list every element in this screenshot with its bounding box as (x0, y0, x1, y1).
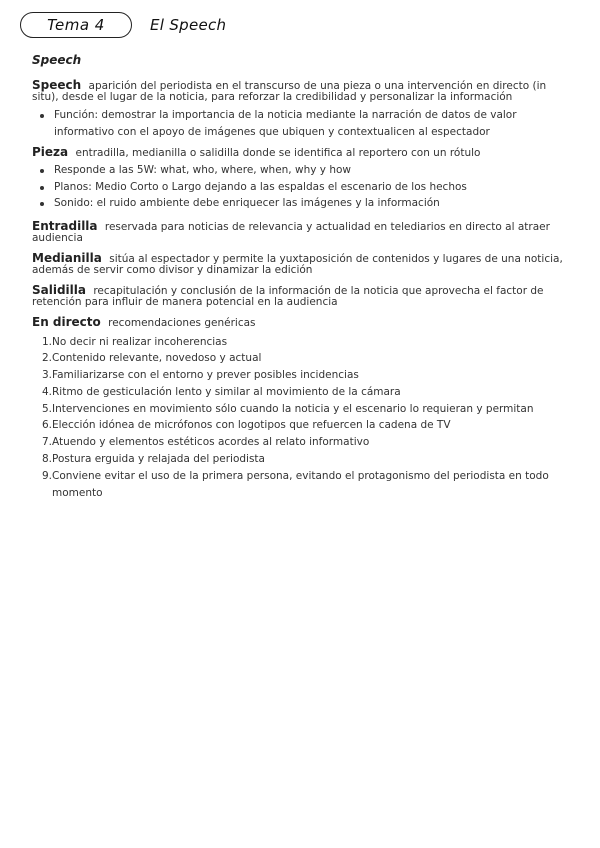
definition-en-directo: recomendaciones genéricas (108, 316, 256, 329)
definition-medianilla: sitúa al espectador y permite la yuxtaposición de contenidos y lugares de una noticia, además de servir como divisor y dinamizar la edición (32, 252, 563, 276)
definition-speech: aparición del periodista en el transcurso de una pieza o una intervención en directo (in situ), desde el lugar de la noticia, para reforzar la credibilidad y personalizar la información (32, 80, 547, 103)
entry-entradilla (32, 218, 568, 244)
entry-salidilla (32, 282, 568, 308)
term-entradilla: Entradilla (32, 218, 98, 233)
entry-speech-text (32, 80, 568, 103)
entry-en-directo (32, 314, 568, 502)
content (32, 80, 568, 501)
term-en-directo: En directo (32, 314, 101, 329)
definition-salidilla: recapitulación y conclusión de la información de la noticia que aprovecha el factor de retención para influir de manera potencial en la audiencia (32, 284, 544, 308)
list-item: 3. Familiarizarse con el entorno y prever posibles incidencias (42, 369, 359, 382)
list-item: 4. Ritmo de gesticulación lento y similar al movimiento de la cámara (42, 385, 401, 398)
entry-medianilla (32, 250, 568, 276)
entry-entradilla-text (32, 218, 568, 244)
entry-medianilla-text (32, 250, 568, 276)
entry-speech (32, 80, 568, 140)
entry-en-directo-text (32, 314, 568, 329)
list-item: 2. Contenido relevante, novedoso y actual (42, 352, 262, 365)
header (20, 12, 226, 38)
speech-bullets (32, 107, 568, 140)
list-item: 8. Postura erguida y relajada del periodista (42, 453, 265, 466)
list-item: 1. No decir ni realizar incoherencias (42, 335, 228, 348)
term-pieza: Pieza (32, 145, 69, 159)
recommendations-list (32, 334, 568, 502)
definition-pieza: entradilla, medianilla o salidilla donde se identifica al reportero con un rótulo (75, 147, 481, 159)
definition-entradilla: reservada para noticias de relevancia y actualidad en telediarios en directo al atraer audiencia (32, 220, 550, 244)
page-title: El Speech (150, 16, 227, 34)
term-speech: Speech (32, 78, 82, 92)
tema-badge: Tema 4 (20, 12, 132, 38)
list-item: 5. Intervenciones en movimiento sólo cuando la noticia y el escenario lo requieran y permitan (42, 402, 534, 415)
list-item: 6. Elección idónea de micrófonos con logotipos que refuercen la cadena de TV (42, 419, 451, 432)
bullet-item: Planos: Medio Corto o Largo dejando a las espaldas el escenario de los hechos (50, 179, 568, 196)
entry-pieza-text (32, 147, 568, 159)
bullet-item: Sonido: el ruido ambiente debe enriquecer las imágenes y la información (50, 195, 568, 212)
bullet-item: Función: demostrar la importancia de la noticia mediante la narración de datos de valor informativo con el apoyo de imágenes que ubiquen y contextualicen al espectador (50, 107, 568, 140)
pieza-bullets (32, 162, 568, 212)
term-salidilla: Salidilla (32, 282, 86, 297)
entry-salidilla-text (32, 282, 568, 308)
list-item: 7. Atuendo y elementos estéticos acordes al relato informativo (42, 436, 370, 449)
entry-pieza (32, 147, 568, 212)
section-heading: Speech (32, 53, 82, 67)
term-medianilla: Medianilla (32, 250, 102, 265)
list-item: 9. Conviene evitar el uso de la primera persona, evitando el protagonismo del periodista en todo momento (42, 469, 549, 499)
bullet-item: Responde a las 5W: what, who, where, when, why y how (50, 162, 568, 179)
